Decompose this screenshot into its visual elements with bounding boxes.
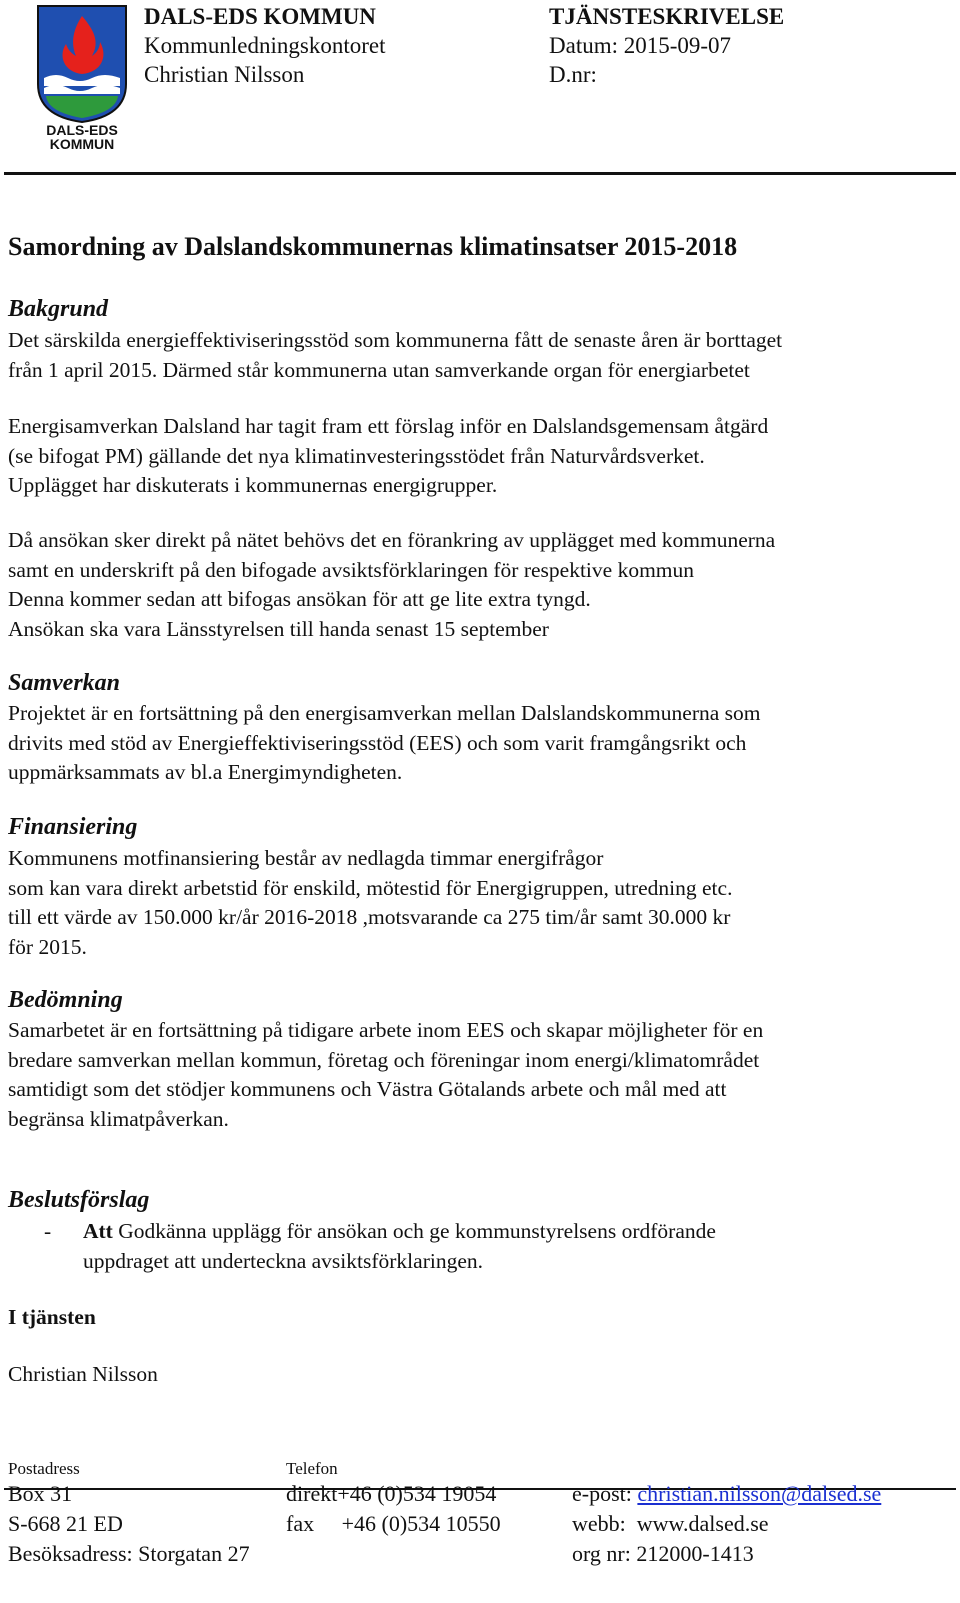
text-line: Kommunens motfinansiering består av nedlagda timmar energifrågor: [8, 846, 604, 870]
bakgrund-paragraph-3: [8, 526, 775, 644]
text-line: begränsa klimatpåverkan.: [8, 1106, 229, 1131]
heading-finansiering: Finansiering: [8, 814, 138, 840]
text-line: Samarbetet är en fortsättning på tidigare arbete inom EES och skapar möjligheter för en: [8, 1018, 764, 1042]
header-right: [549, 2, 784, 89]
text-line: samtidigt som det stödjer kommunens och Västra Götalands arbete och mål med att: [8, 1077, 727, 1101]
phone-direct: direkt+46 (0)534 19054: [286, 1481, 497, 1506]
coat-of-arms-icon: [36, 4, 128, 152]
text-line: Projektet är en fortsättning på den energisamverkan mellan Dalslandskommunerna som: [8, 701, 761, 725]
text-line: (se bifogat PM) gällande det nya klimatinvesteringsstödet från Naturvårdsverket.: [8, 443, 705, 468]
department: Kommunledningskontoret: [144, 33, 386, 58]
signoff-name: Christian Nilsson: [8, 1362, 158, 1386]
text-line: från 1 april 2015. Därmed står kommunerna utan samverkande organ för energiarbetet: [8, 357, 750, 382]
text-line: som kan vara direkt arbetstid för enskild, mötestid för Energigruppen, utredning etc.: [8, 875, 733, 900]
municipality-logo: [36, 4, 128, 152]
svg-text:DALS-EDS: DALS-EDS: [46, 122, 118, 138]
text-line: Ansökan ska vara Länsstyrelsen till handa senast 15 september: [8, 616, 549, 641]
text-line: Energisamverkan Dalsland har tagit fram ett förslag inför en Dalslandsgemensam åtgärd: [8, 414, 769, 438]
doc-date: Datum: 2015-09-07: [549, 33, 732, 58]
org-name: DALS-EDS KOMMUN: [144, 4, 376, 29]
web-address: www.dalsed.se: [636, 1511, 769, 1536]
web-row: [572, 1509, 881, 1539]
beslut-dash: -: [44, 1219, 52, 1243]
doc-dnr: D.nr:: [549, 62, 597, 87]
email-label: e-post:: [572, 1481, 632, 1506]
text-line: Då ansökan sker direkt på nätet behövs det en förankring av upplägget med kommunerna: [8, 528, 776, 552]
signoff-label: I tjänsten: [8, 1305, 96, 1329]
text-line: samt en underskrift på den bifogade avsiktsförklaringen för respektive kommun: [8, 557, 695, 582]
footer-address: [8, 1479, 250, 1569]
text-line: drivits med stöd av Energieffektiviseringsstöd (EES) och som varit framgångsrikt och: [8, 730, 747, 755]
bakgrund-paragraph-1: [8, 326, 782, 385]
heading-beslutsforslag: Beslutsförslag: [8, 1187, 150, 1213]
phone-fax: fax +46 (0)534 10550: [286, 1511, 501, 1536]
beslut-line-1: Godkänna upplägg för ansökan och ge kommunstyrelsens ordförande: [112, 1219, 716, 1243]
author: Christian Nilsson: [144, 62, 305, 87]
postadress-label: Postadress: [8, 1459, 80, 1478]
finansiering-paragraph: [8, 844, 732, 962]
beslut-proposal: [83, 1217, 716, 1276]
telefon-label: Telefon: [286, 1459, 338, 1478]
bakgrund-paragraph-2: [8, 412, 768, 501]
web-label: webb:: [572, 1511, 626, 1536]
org-number: 212000-1413: [636, 1541, 754, 1566]
text-line: Det särskilda energieffektiviseringsstöd som kommunerna fått de senaste åren är borttaget: [8, 328, 783, 352]
org-label: org nr:: [572, 1541, 631, 1566]
text-line: Denna kommer sedan att bifogas ansökan för att ge lite extra tyngd.: [8, 587, 591, 611]
address-line: S-668 21 ED: [8, 1511, 123, 1536]
header-divider: [4, 172, 956, 175]
text-line: [83, 1217, 716, 1247]
text-line: till ett värde av 150.000 kr/år 2016-2018 ,motsvarande ca 275 tim/år samt 30.000 kr: [8, 905, 731, 929]
header-left: [144, 2, 385, 89]
text-line: Upplägget har diskuterats i kommunernas energigrupper.: [8, 473, 498, 497]
address-line: Besöksadress: Storgatan 27: [8, 1541, 250, 1566]
email-row: [572, 1479, 881, 1509]
doc-type: TJÄNSTESKRIVELSE: [549, 4, 785, 29]
org-row: [572, 1539, 881, 1569]
heading-samverkan: Samverkan: [8, 670, 121, 696]
svg-text:KOMMUN: KOMMUN: [49, 136, 115, 152]
text-line: bredare samverkan mellan kommun, företag och föreningar inom energi/klimatområdet: [8, 1047, 760, 1072]
bedomning-paragraph: [8, 1016, 763, 1134]
text-line: uppmärksammats av bl.a Energimyndigheten.: [8, 760, 403, 784]
heading-bakgrund: Bakgrund: [8, 296, 109, 322]
document-title: Samordning av Dalslandskommunernas klimatinsatser 2015-2018: [8, 232, 738, 261]
address-line: Box 31: [8, 1481, 73, 1506]
footer-contact: [572, 1479, 881, 1569]
beslut-bold-word: Att: [83, 1219, 113, 1243]
email-link[interactable]: christian.nilsson@dalsed.se: [637, 1481, 882, 1506]
text-line: för 2015.: [8, 934, 87, 959]
footer-phone: [286, 1479, 501, 1539]
heading-bedomning: Bedömning: [8, 987, 123, 1013]
beslut-line-2: uppdraget att underteckna avsiktsförklaringen.: [83, 1248, 483, 1273]
samverkan-paragraph: [8, 699, 761, 788]
